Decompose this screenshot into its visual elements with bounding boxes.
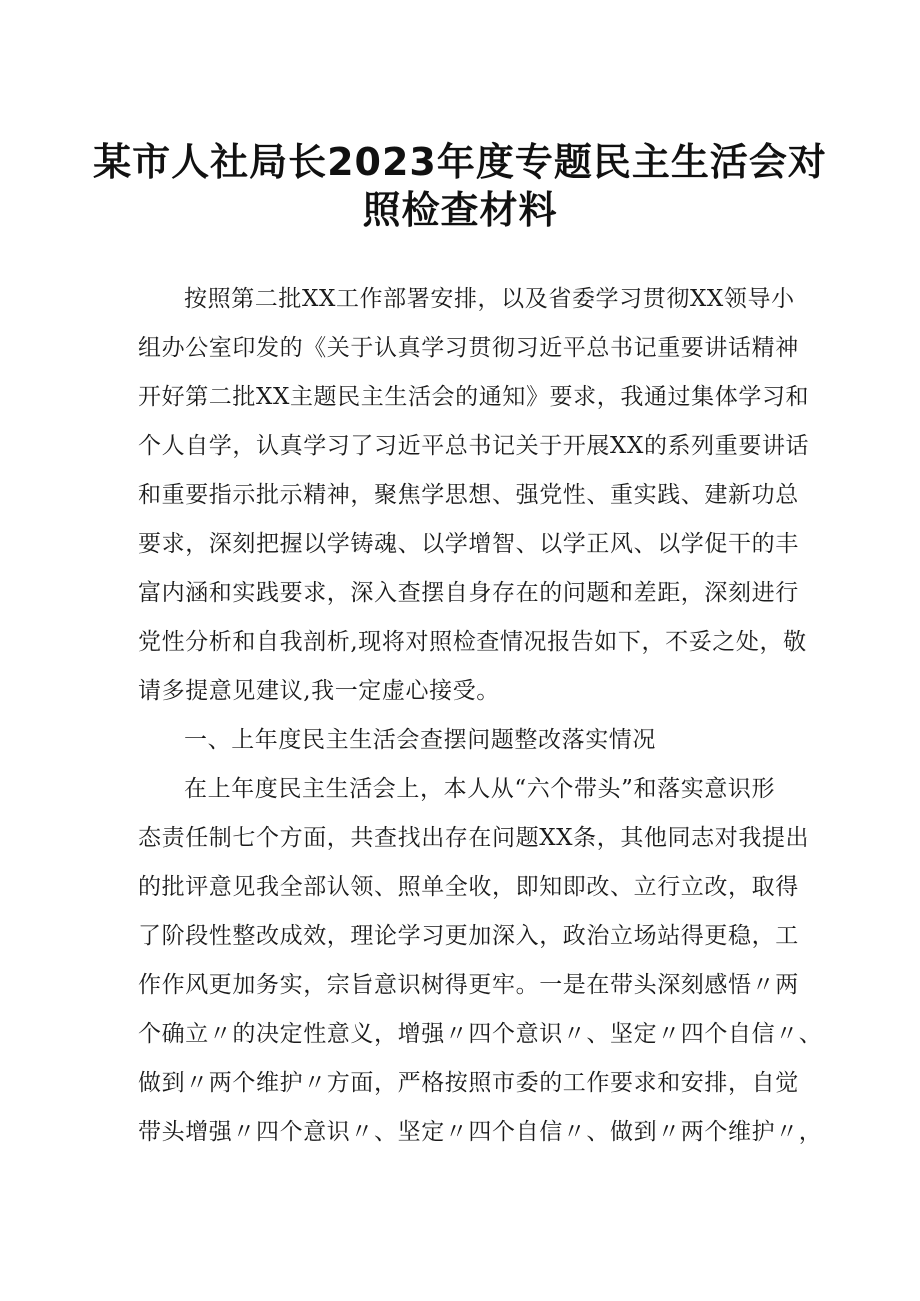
paragraph-line: 按照第二批XX工作部署安排，以及省委学习贯彻XX领导小 [184, 286, 795, 312]
paragraph-line: 要求，深刻把握以学铸魂、以学增智、以学正风、以学促干的丰 [138, 531, 799, 557]
paragraph-line: 态责任制七个方面，共查找出存在问题XX条，其他同志对我提出 [138, 825, 810, 851]
paragraph-line: 了阶段性整改成效，理论学习更加深入，政治立场站得更稳，工 [138, 923, 799, 949]
paragraph-line: 个人自学，认真学习了习近平总书记关于开展XX的系列重要讲话 [138, 433, 810, 459]
document-title-line-2: 照检查材料 [362, 188, 558, 232]
paragraph-line: 富内涵和实践要求，深入查摆自身存在的问题和差距，深刻进行 [138, 580, 799, 606]
paragraph-line: 和重要指示批示精神，聚焦学思想、强党性、重实践、建新功总 [138, 482, 799, 508]
paragraph-line: 在上年度民主生活会上，本人从“六个带头”和落实意识形 [184, 776, 776, 802]
paragraph-line: 组办公室印发的《关于认真学习贯彻习近平总书记重要讲话精神 [138, 335, 799, 361]
paragraph-line: 请多提意见建议,我一定虚心接受。 [138, 678, 500, 704]
paragraph-line: 带头增强〃四个意识〃、坚定〃四个自信〃、做到〃两个维护〃， [138, 1119, 823, 1145]
document-title-line-1: 某市人社局长2023年度专题民主生活会对 [93, 140, 827, 184]
paragraph-line: 的批评意见我全部认领、照单全收，即知即改、立行立改，取得 [138, 874, 799, 900]
paragraph-line: 作作风更加务实，宗旨意识树得更牢。一是在带头深刻感悟〃两 [138, 972, 799, 998]
paragraph-line: 开好第二批XX主题民主生活会的通知》要求，我通过集体学习和 [138, 384, 810, 410]
paragraph-line: 做到〃两个维护〃方面，严格按照市委的工作要求和安排，自觉 [138, 1070, 799, 1096]
paragraph-line: 个确立〃的决定性意义，增强〃四个意识〃、坚定〃四个自信〃、 [138, 1021, 823, 1047]
section-heading: 一、上年度民主生活会查摆问题整改落实情况 [184, 727, 656, 753]
paragraph-line: 党性分析和自我剖析,现将对照检查情况报告如下，不妥之处，敬 [138, 629, 807, 655]
